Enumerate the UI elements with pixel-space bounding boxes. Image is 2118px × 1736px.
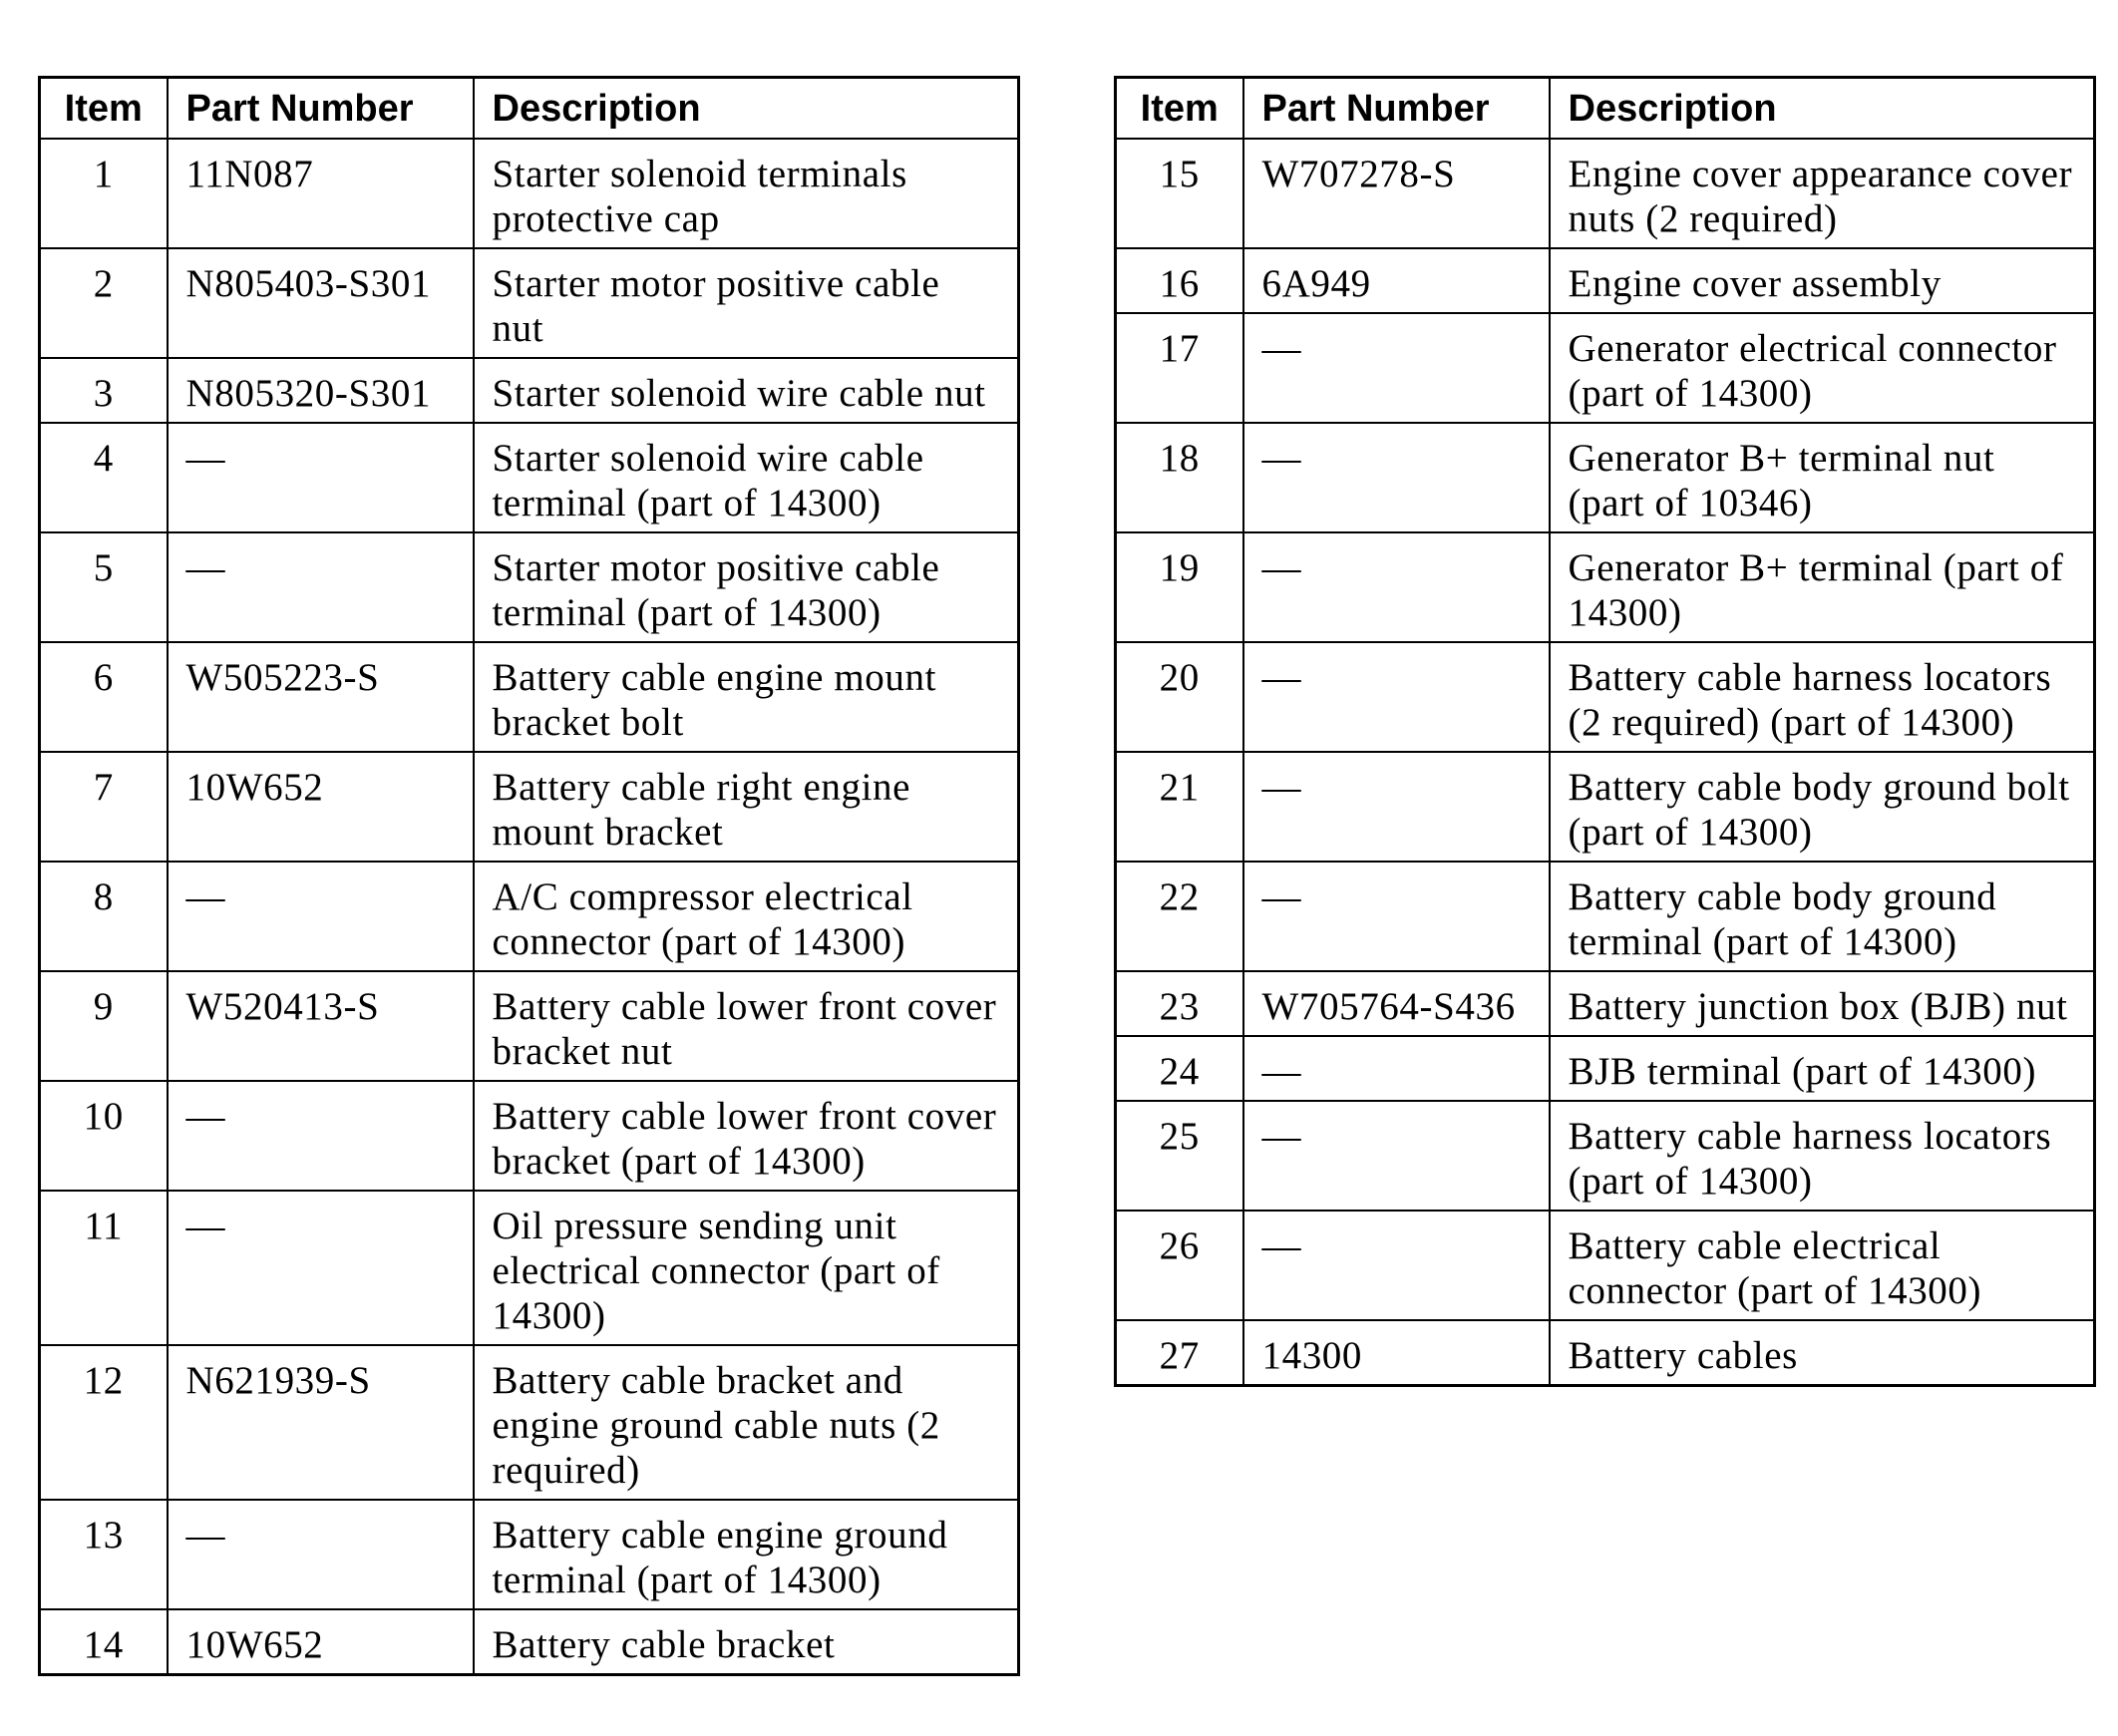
item-cell: 8 <box>40 862 168 971</box>
part-number-cell: W705764-S436 <box>1243 971 1550 1036</box>
item-cell: 15 <box>1116 139 1243 248</box>
part-number-cell: W707278-S <box>1243 139 1550 248</box>
part-number-cell: — <box>168 862 474 971</box>
part-number-cell: — <box>1243 1101 1550 1211</box>
item-cell: 5 <box>40 532 168 642</box>
part-number-cell: — <box>168 1081 474 1191</box>
description-cell: Battery cable bracket and engine ground cable nuts (2 required) <box>474 1345 1019 1500</box>
table-row <box>1116 1320 2095 1386</box>
description-cell: Battery cable lower front cover bracket nut <box>474 971 1019 1081</box>
table-row <box>40 752 1019 862</box>
part-number-cell: — <box>168 1500 474 1609</box>
parts-table-right <box>1114 76 2096 1387</box>
table-row <box>1116 532 2095 642</box>
table-row <box>40 1081 1019 1191</box>
item-cell: 3 <box>40 358 168 423</box>
table-row <box>1116 862 2095 971</box>
table-row <box>40 1500 1019 1609</box>
item-cell: 13 <box>40 1500 168 1609</box>
description-cell: BJB terminal (part of 14300) <box>1550 1036 2095 1101</box>
table-row <box>1116 1036 2095 1101</box>
item-cell: 25 <box>1116 1101 1243 1211</box>
table-row <box>40 423 1019 532</box>
item-cell: 12 <box>40 1345 168 1500</box>
header-row <box>40 78 1019 139</box>
description-cell: Battery cable harness locators (part of 14300) <box>1550 1101 2095 1211</box>
item-cell: 22 <box>1116 862 1243 971</box>
parts-table-right-body <box>1116 139 2095 1386</box>
table-row <box>40 1609 1019 1675</box>
item-cell: 11 <box>40 1191 168 1345</box>
item-cell: 16 <box>1116 248 1243 313</box>
item-cell: 18 <box>1116 423 1243 532</box>
item-cell: 27 <box>1116 1320 1243 1386</box>
description-cell: Generator electrical connector (part of 14300) <box>1550 313 2095 423</box>
description-cell: Battery cable electrical connector (part of 14300) <box>1550 1211 2095 1320</box>
description-cell: Battery cable right engine mount bracket <box>474 752 1019 862</box>
header-description: Description <box>474 78 1019 139</box>
part-number-cell: — <box>168 532 474 642</box>
table-row <box>40 1345 1019 1500</box>
description-cell: Battery cable harness locators (2 required) (part of 14300) <box>1550 642 2095 752</box>
part-number-cell: 10W652 <box>168 1609 474 1675</box>
item-cell: 6 <box>40 642 168 752</box>
item-cell: 23 <box>1116 971 1243 1036</box>
item-cell: 20 <box>1116 642 1243 752</box>
header-item: Item <box>1116 78 1243 139</box>
description-cell: Battery cable bracket <box>474 1609 1019 1675</box>
part-number-cell: 10W652 <box>168 752 474 862</box>
description-cell: Battery cable engine mount bracket bolt <box>474 642 1019 752</box>
table-row <box>1116 313 2095 423</box>
description-cell: Engine cover appearance cover nuts (2 required) <box>1550 139 2095 248</box>
part-number-cell: N805403-S301 <box>168 248 474 358</box>
part-number-cell: — <box>168 1191 474 1345</box>
item-cell: 21 <box>1116 752 1243 862</box>
part-number-cell: 11N087 <box>168 139 474 248</box>
table-row <box>40 642 1019 752</box>
table-row <box>40 358 1019 423</box>
table-row <box>40 139 1019 248</box>
part-number-cell: — <box>1243 1211 1550 1320</box>
description-cell: Generator B+ terminal (part of 14300) <box>1550 532 2095 642</box>
description-cell: Battery cable engine ground terminal (part of 14300) <box>474 1500 1019 1609</box>
table-row <box>1116 642 2095 752</box>
part-number-cell: — <box>1243 532 1550 642</box>
table-row <box>1116 139 2095 248</box>
table-row <box>40 862 1019 971</box>
part-number-cell: — <box>1243 423 1550 532</box>
item-cell: 14 <box>40 1609 168 1675</box>
table-row <box>40 532 1019 642</box>
part-number-cell: — <box>1243 862 1550 971</box>
part-number-cell: W505223-S <box>168 642 474 752</box>
description-cell: Battery cable body ground bolt (part of 14300) <box>1550 752 2095 862</box>
header-description: Description <box>1550 78 2095 139</box>
description-cell: Starter motor positive cable terminal (part of 14300) <box>474 532 1019 642</box>
item-cell: 1 <box>40 139 168 248</box>
header-row <box>1116 78 2095 139</box>
item-cell: 9 <box>40 971 168 1081</box>
part-number-cell: W520413-S <box>168 971 474 1081</box>
table-row <box>1116 1101 2095 1211</box>
description-cell: Starter solenoid wire cable terminal (part of 14300) <box>474 423 1019 532</box>
description-cell: Oil pressure sending unit electrical connector (part of 14300) <box>474 1191 1019 1345</box>
item-cell: 4 <box>40 423 168 532</box>
part-number-cell: 14300 <box>1243 1320 1550 1386</box>
description-cell: Battery cables <box>1550 1320 2095 1386</box>
table-row <box>1116 1211 2095 1320</box>
header-part-number: Part Number <box>1243 78 1550 139</box>
description-cell: Battery cable body ground terminal (part of 14300) <box>1550 862 2095 971</box>
item-cell: 24 <box>1116 1036 1243 1101</box>
description-cell: Starter motor positive cable nut <box>474 248 1019 358</box>
item-cell: 7 <box>40 752 168 862</box>
description-cell: Generator B+ terminal nut (part of 10346) <box>1550 423 2095 532</box>
table-row <box>40 1191 1019 1345</box>
table-row <box>1116 752 2095 862</box>
description-cell: Battery cable lower front cover bracket (part of 14300) <box>474 1081 1019 1191</box>
header-part-number: Part Number <box>168 78 474 139</box>
table-row <box>1116 248 2095 313</box>
part-number-cell: — <box>1243 642 1550 752</box>
table-row <box>1116 971 2095 1036</box>
part-number-cell: — <box>1243 752 1550 862</box>
item-cell: 2 <box>40 248 168 358</box>
description-cell: A/C compressor electrical connector (part of 14300) <box>474 862 1019 971</box>
part-number-cell: — <box>1243 313 1550 423</box>
description-cell: Battery junction box (BJB) nut <box>1550 971 2095 1036</box>
header-item: Item <box>40 78 168 139</box>
item-cell: 17 <box>1116 313 1243 423</box>
table-row <box>1116 423 2095 532</box>
table-row <box>40 971 1019 1081</box>
description-cell: Starter solenoid wire cable nut <box>474 358 1019 423</box>
part-number-cell: — <box>168 423 474 532</box>
item-cell: 26 <box>1116 1211 1243 1320</box>
part-number-cell: — <box>1243 1036 1550 1101</box>
part-number-cell: N621939-S <box>168 1345 474 1500</box>
parts-table-left-body <box>40 139 1019 1675</box>
table-row <box>40 248 1019 358</box>
description-cell: Starter solenoid terminals protective cap <box>474 139 1019 248</box>
item-cell: 10 <box>40 1081 168 1191</box>
part-number-cell: N805320-S301 <box>168 358 474 423</box>
item-cell: 19 <box>1116 532 1243 642</box>
part-number-cell: 6A949 <box>1243 248 1550 313</box>
description-cell: Engine cover assembly <box>1550 248 2095 313</box>
parts-table-left <box>38 76 1020 1676</box>
